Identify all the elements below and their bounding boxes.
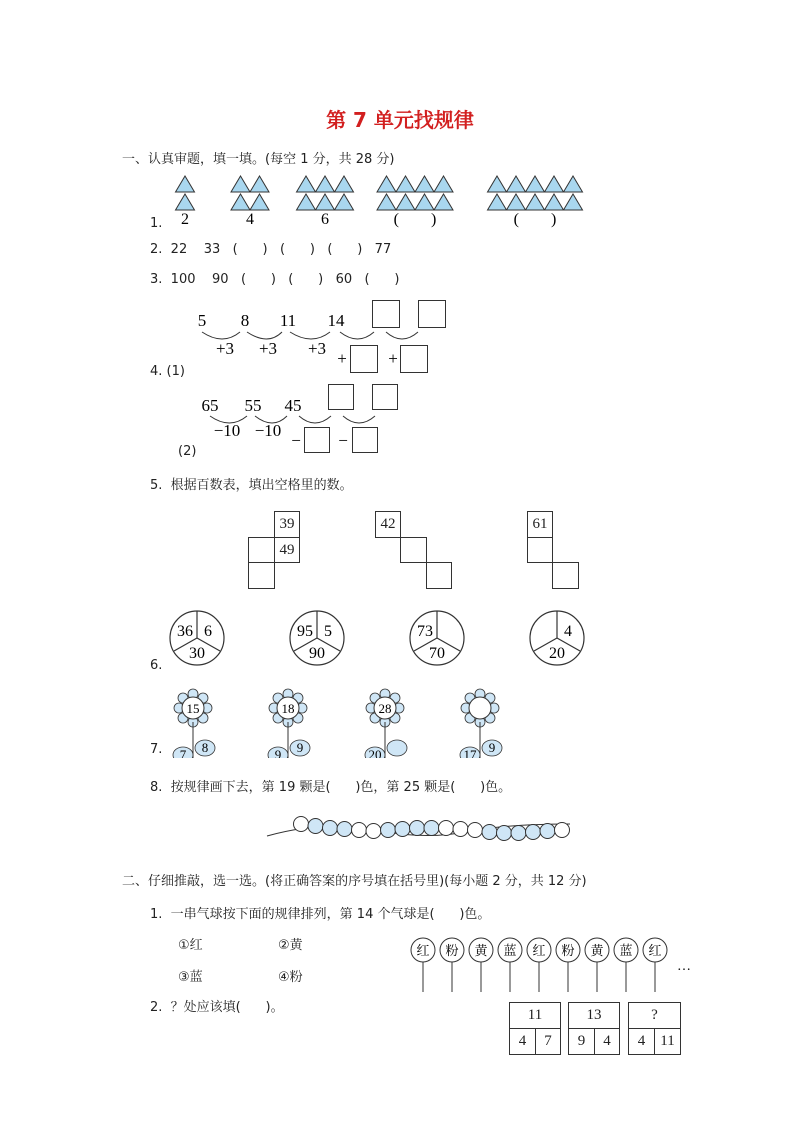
option-a[interactable]: ①红 (178, 938, 203, 953)
triangle-shape (507, 176, 526, 192)
bead-shape (381, 823, 396, 838)
q1-label: 2 (181, 211, 189, 228)
table-cell: 4 (628, 1028, 655, 1055)
grid-cell[interactable] (426, 562, 452, 589)
seq-number: 11 (279, 311, 297, 330)
wheel-value: 6 (204, 623, 212, 640)
balloon-row (405, 930, 695, 1000)
table-cell: 9 (568, 1028, 595, 1055)
triangle-shape (434, 194, 453, 210)
flower-value: 20 (368, 747, 382, 758)
flower-value: 17 (463, 747, 477, 758)
arc-arrow (202, 332, 240, 339)
s2-q2-text: 2. ？处应该填( )。 (150, 1000, 284, 1015)
answer-box[interactable] (372, 300, 400, 328)
answer-box[interactable] (418, 300, 446, 328)
triangle-shape (526, 176, 545, 192)
grid-cell[interactable] (552, 562, 579, 589)
q2-text: 2. 22 33 ( ) ( ) ( ) 77 (150, 242, 392, 257)
bead-shape (410, 821, 425, 836)
q1-label: ( ) (393, 211, 437, 228)
balloon-label: 红 (648, 943, 662, 958)
bead-shape (294, 817, 309, 832)
q8-text: 8. 按规律画下去，第 19 颗是( )色，第 25 颗是( )色。 (150, 780, 512, 795)
flower-value: 28 (378, 701, 392, 716)
triangle-shape (396, 176, 415, 192)
bead-shape (526, 825, 541, 840)
balloon-label: 黄 (474, 943, 488, 958)
wheel-value: 90 (309, 645, 325, 662)
op-label: + (388, 349, 398, 368)
grid-cell[interactable] (248, 562, 275, 589)
balloon-label: 黄 (590, 943, 604, 958)
s2-q1-text: 1. 一串气球按下面的规律排列，第 14 个气球是( )色。 (150, 907, 491, 922)
triangle-shape (231, 194, 250, 210)
arc-arrow (290, 332, 330, 339)
table-cell: 7 (535, 1028, 561, 1055)
bead-shape (424, 821, 439, 836)
triangle-shape (250, 194, 269, 210)
balloon-label: 粉 (445, 943, 459, 958)
triangle-shape (377, 194, 396, 210)
triangle-shape (297, 176, 316, 192)
option-b[interactable]: ②黄 (278, 938, 303, 953)
seq-number: 55 (244, 396, 262, 415)
flower-value: 9 (274, 747, 282, 758)
option-c[interactable]: ③蓝 (178, 970, 203, 985)
seq-number: 8 (240, 311, 250, 330)
seq-number: 14 (327, 311, 345, 330)
bead-shape (511, 826, 526, 841)
grid-cell[interactable] (248, 537, 275, 563)
triangle-shape (316, 176, 335, 192)
answer-box[interactable] (352, 427, 378, 453)
triangle-shape (335, 194, 354, 210)
flower-value: 8 (201, 740, 209, 755)
op-label: +3 (215, 339, 235, 358)
bead-shape (540, 824, 555, 839)
bead-shape (439, 821, 454, 836)
op-label: − (338, 431, 348, 450)
triangle-shape (335, 176, 354, 192)
bead-shape (555, 823, 570, 838)
q6-circles (160, 608, 640, 678)
wheel-value: 73 (417, 623, 433, 640)
bead-shape (497, 826, 512, 841)
grid-cell: 42 (375, 511, 401, 538)
triangle-shape (316, 194, 335, 210)
triangle-shape (434, 176, 453, 192)
q6-number: 6. (150, 658, 163, 673)
q1-triangles (165, 172, 615, 232)
answer-box[interactable] (304, 427, 330, 453)
triangle-shape (507, 194, 526, 210)
flower-value: 18 (281, 701, 295, 716)
balloon-label: 蓝 (503, 943, 517, 958)
balloon-ellipsis: … (677, 959, 691, 974)
op-label: − (291, 431, 301, 450)
bead-string (265, 808, 575, 850)
triangle-shape (396, 194, 415, 210)
triangle-shape (488, 176, 507, 192)
q4-number: 4. (1) (150, 364, 185, 379)
table-cell: 4 (509, 1028, 536, 1055)
wheel-value: 70 (429, 645, 445, 662)
answer-box[interactable] (400, 345, 428, 373)
q1-label: ( ) (513, 211, 557, 228)
grid-cell: 39 (274, 511, 300, 538)
wheel-value: 95 (297, 623, 313, 640)
bead-shape (395, 822, 410, 837)
arc-arrow (343, 416, 375, 423)
triangle-shape (545, 194, 564, 210)
bead-shape (308, 819, 323, 834)
op-label: −10 (213, 421, 241, 440)
table-top[interactable]: ? (628, 1002, 681, 1029)
wheel-value: 5 (324, 623, 332, 640)
triangle-shape (545, 176, 564, 192)
q7-flowers (168, 688, 538, 758)
balloon-label: 红 (416, 943, 430, 958)
seq-number: 5 (197, 311, 207, 330)
q3-text: 3. 100 90 ( ) ( ) 60 ( ) (150, 272, 400, 287)
op-label: + (337, 349, 347, 368)
triangle-shape (176, 176, 195, 192)
arc-arrow (340, 332, 374, 339)
balloon-label: 红 (532, 943, 546, 958)
op-label: −10 (254, 421, 282, 440)
triangle-shape (297, 194, 316, 210)
flower-value: 9 (296, 740, 304, 755)
wheel-value: 4 (564, 623, 572, 640)
bead-shape (337, 822, 352, 837)
arc-arrow (299, 416, 331, 423)
page-title: 第 7 单元找规律 (326, 108, 474, 132)
grid-cell[interactable] (527, 537, 553, 563)
option-d[interactable]: ④粉 (278, 970, 303, 985)
grid-cell: 49 (274, 537, 300, 563)
bead-shape (453, 822, 468, 837)
bead-shape (482, 825, 497, 840)
section2-heading: 二、仔细推敲，选一选。(将正确答案的序号填在括号里)(每小题 2 分，共 12 分) (122, 874, 587, 889)
answer-box[interactable] (350, 345, 378, 373)
flower-value: 9 (488, 740, 496, 755)
q1-label: 6 (321, 211, 329, 228)
wheel-value: 36 (177, 623, 193, 640)
table-cell: 4 (594, 1028, 620, 1055)
wheel-value: 30 (189, 645, 205, 662)
bead-shape (352, 823, 367, 838)
table-top: 11 (509, 1002, 561, 1029)
answer-box[interactable] (372, 384, 398, 410)
triangle-shape (415, 176, 434, 192)
op-label: +3 (307, 339, 327, 358)
triangle-shape (250, 176, 269, 192)
triangle-shape (564, 176, 583, 192)
triangle-shape (526, 194, 545, 210)
triangle-shape (231, 176, 250, 192)
flower-value: 15 (186, 701, 200, 716)
triangle-shape (377, 176, 396, 192)
wheel-value: 20 (549, 645, 565, 662)
triangle-shape (564, 194, 583, 210)
q1-number: 1. (150, 216, 163, 231)
triangle-shape (176, 194, 195, 210)
q4-part2-label: (2) (178, 444, 197, 459)
seq-number: 65 (201, 396, 219, 415)
q5-text: 5. 根据百数表，填出空格里的数。 (150, 478, 353, 493)
table-cell: 11 (654, 1028, 681, 1055)
q1-label: 4 (246, 211, 254, 228)
q7-number: 7. (150, 742, 163, 757)
balloon-label: 粉 (561, 943, 575, 958)
bead-shape (323, 821, 338, 836)
section1-heading: 一、认真审题，填一填。(每空 1 分，共 28 分) (122, 152, 395, 167)
op-label: +3 (258, 339, 278, 358)
answer-box[interactable] (328, 384, 354, 410)
table-top: 13 (568, 1002, 620, 1029)
flower-value: 7 (179, 747, 187, 758)
balloon-label: 蓝 (619, 943, 633, 958)
triangle-shape (488, 194, 507, 210)
grid-cell: 61 (527, 511, 553, 538)
seq-number: 45 (284, 396, 302, 415)
arc-arrow (247, 332, 282, 339)
arc-arrow (386, 332, 418, 339)
bead-shape (468, 823, 483, 838)
triangle-shape (415, 194, 434, 210)
grid-cell[interactable] (400, 537, 427, 563)
bead-shape (366, 824, 381, 839)
